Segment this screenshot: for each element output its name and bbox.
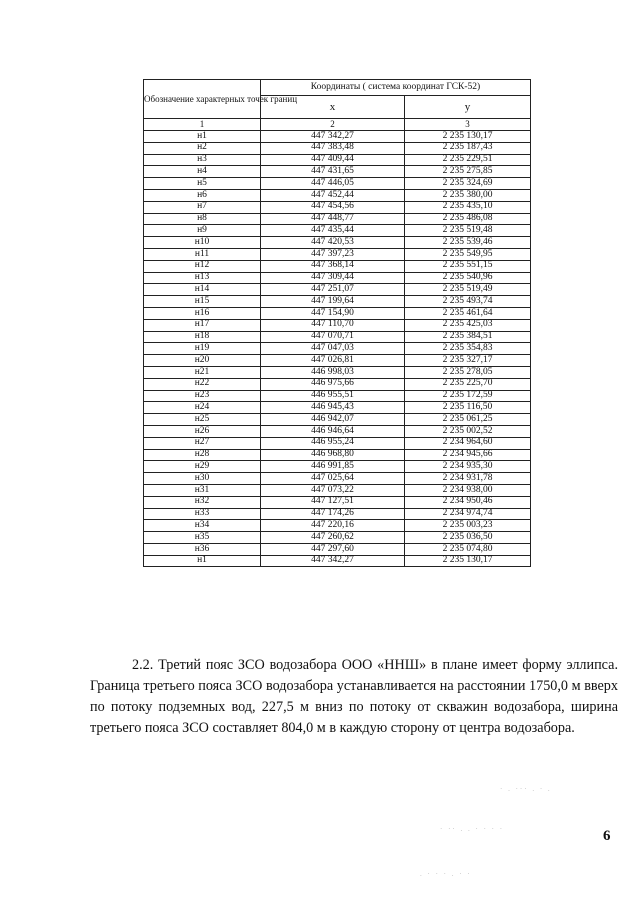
x-coordinate-cell: 446 945,43 xyxy=(261,402,405,414)
table-row xyxy=(144,225,531,237)
table-row xyxy=(144,378,531,390)
table-row xyxy=(144,532,531,544)
header-y: у xyxy=(405,96,531,119)
table-row xyxy=(144,508,531,520)
y-coordinate-cell: 2 235 130,17 xyxy=(405,555,531,567)
table-row xyxy=(144,520,531,532)
point-label-cell: н1 xyxy=(144,555,261,567)
point-label-cell: н34 xyxy=(144,520,261,532)
point-label-cell: н26 xyxy=(144,425,261,437)
y-coordinate-cell: 2 235 172,59 xyxy=(405,390,531,402)
x-coordinate-cell: 446 942,07 xyxy=(261,414,405,426)
x-coordinate-cell: 447 342,27 xyxy=(261,555,405,567)
scan-noise: · . ··· . · . xyxy=(500,785,552,793)
point-label-cell: н7 xyxy=(144,201,261,213)
x-coordinate-cell: 447 452,44 xyxy=(261,189,405,201)
scan-noise: · ·· . . · · · · xyxy=(440,825,505,833)
table-row xyxy=(144,331,531,343)
table-row xyxy=(144,555,531,567)
x-coordinate-cell: 447 220,16 xyxy=(261,520,405,532)
x-coordinate-cell: 447 454,56 xyxy=(261,201,405,213)
x-coordinate-cell: 447 297,60 xyxy=(261,543,405,555)
point-label-cell: н25 xyxy=(144,414,261,426)
y-coordinate-cell: 2 234 974,74 xyxy=(405,508,531,520)
page-number: 6 xyxy=(603,828,611,844)
point-label-cell: н33 xyxy=(144,508,261,520)
point-label-cell: н11 xyxy=(144,248,261,260)
section-paragraph: 2.2. Третий пояс ЗСО водозабора ООО «ННШ» в плане имеет форму эллипса. Граница третьего пояса ЗСО водозабора устанавливается на расстоянии 1750,0 м вверх по потоку подземных вод, 227,5 м вниз по потоку от скважин водозабора, ширина третьего пояса ЗСО составляет 804,0 м в каждую сторону от центра водозабора. xyxy=(90,657,618,736)
table-row xyxy=(144,248,531,260)
x-coordinate-cell: 447 431,65 xyxy=(261,166,405,178)
point-label-cell: н24 xyxy=(144,402,261,414)
column-number: 2 xyxy=(261,119,405,131)
y-coordinate-cell: 2 235 130,17 xyxy=(405,131,531,143)
table-row xyxy=(144,237,531,249)
x-coordinate-cell: 447 199,64 xyxy=(261,296,405,308)
y-coordinate-cell: 2 235 493,74 xyxy=(405,296,531,308)
table-row xyxy=(144,343,531,355)
table-row xyxy=(144,284,531,296)
point-label-cell: н15 xyxy=(144,296,261,308)
scan-noise: . · · · . · · xyxy=(420,870,472,878)
y-coordinate-cell: 2 234 931,78 xyxy=(405,473,531,485)
y-coordinate-cell: 2 234 950,46 xyxy=(405,496,531,508)
y-coordinate-cell: 2 235 549,95 xyxy=(405,248,531,260)
column-number: 3 xyxy=(405,119,531,131)
header-coordinates: Координаты ( система координат ГСК-52) xyxy=(261,80,531,96)
table-row xyxy=(144,461,531,473)
x-coordinate-cell: 447 070,71 xyxy=(261,331,405,343)
x-coordinate-cell: 447 026,81 xyxy=(261,355,405,367)
point-label-cell: н1 xyxy=(144,131,261,143)
x-coordinate-cell: 446 955,24 xyxy=(261,437,405,449)
point-label-cell: н20 xyxy=(144,355,261,367)
table-row xyxy=(144,178,531,190)
x-coordinate-cell: 447 309,44 xyxy=(261,272,405,284)
point-label-cell: н5 xyxy=(144,178,261,190)
header-x: x xyxy=(261,96,405,119)
y-coordinate-cell: 2 235 002,52 xyxy=(405,425,531,437)
y-coordinate-cell: 2 235 461,64 xyxy=(405,307,531,319)
point-label-cell: н30 xyxy=(144,473,261,485)
table-row xyxy=(144,496,531,508)
table-row xyxy=(144,414,531,426)
table-row xyxy=(144,449,531,461)
y-coordinate-cell: 2 235 551,15 xyxy=(405,260,531,272)
x-coordinate-cell: 447 448,77 xyxy=(261,213,405,225)
y-coordinate-cell: 2 235 061,25 xyxy=(405,414,531,426)
y-coordinate-cell: 2 235 036,50 xyxy=(405,532,531,544)
y-coordinate-cell: 2 234 938,00 xyxy=(405,484,531,496)
point-label-cell: н28 xyxy=(144,449,261,461)
table-row xyxy=(144,142,531,154)
point-label-cell: н23 xyxy=(144,390,261,402)
table-row xyxy=(144,543,531,555)
x-coordinate-cell: 446 955,51 xyxy=(261,390,405,402)
table-row xyxy=(144,296,531,308)
table-row xyxy=(144,366,531,378)
point-label-cell: н14 xyxy=(144,284,261,296)
point-label-cell: н10 xyxy=(144,237,261,249)
y-coordinate-cell: 2 235 540,96 xyxy=(405,272,531,284)
x-coordinate-cell: 447 397,23 xyxy=(261,248,405,260)
table-row xyxy=(144,201,531,213)
point-label-cell: н22 xyxy=(144,378,261,390)
point-label-cell: н6 xyxy=(144,189,261,201)
table-row xyxy=(144,260,531,272)
column-number: 1 xyxy=(144,119,261,131)
point-label-cell: н31 xyxy=(144,484,261,496)
table-row xyxy=(144,166,531,178)
y-coordinate-cell: 2 235 539,46 xyxy=(405,237,531,249)
point-label-cell: н17 xyxy=(144,319,261,331)
table-row xyxy=(144,319,531,331)
point-label-cell: н32 xyxy=(144,496,261,508)
table-row xyxy=(144,154,531,166)
x-coordinate-cell: 447 420,53 xyxy=(261,237,405,249)
table-row xyxy=(144,189,531,201)
x-coordinate-cell: 447 251,07 xyxy=(261,284,405,296)
table-row xyxy=(144,437,531,449)
coordinates-table-body xyxy=(144,131,531,567)
y-coordinate-cell: 2 235 116,50 xyxy=(405,402,531,414)
y-coordinate-cell: 2 235 225,70 xyxy=(405,378,531,390)
y-coordinate-cell: 2 235 384,51 xyxy=(405,331,531,343)
x-coordinate-cell: 446 968,80 xyxy=(261,449,405,461)
coordinates-table xyxy=(143,79,531,567)
x-coordinate-cell: 447 368,14 xyxy=(261,260,405,272)
y-coordinate-cell: 2 234 945,66 xyxy=(405,449,531,461)
y-coordinate-cell: 2 235 278,05 xyxy=(405,366,531,378)
x-coordinate-cell: 447 342,27 xyxy=(261,131,405,143)
x-coordinate-cell: 447 154,90 xyxy=(261,307,405,319)
y-coordinate-cell: 2 235 380,00 xyxy=(405,189,531,201)
y-coordinate-cell: 2 235 354,83 xyxy=(405,343,531,355)
x-coordinate-cell: 446 998,03 xyxy=(261,366,405,378)
table-row xyxy=(144,355,531,367)
y-coordinate-cell: 2 235 074,80 xyxy=(405,543,531,555)
y-coordinate-cell: 2 235 003,23 xyxy=(405,520,531,532)
table-row xyxy=(144,307,531,319)
x-coordinate-cell: 447 383,48 xyxy=(261,142,405,154)
point-label-cell: н27 xyxy=(144,437,261,449)
x-coordinate-cell: 447 409,44 xyxy=(261,154,405,166)
point-label-cell: н21 xyxy=(144,366,261,378)
x-coordinate-cell: 447 110,70 xyxy=(261,319,405,331)
point-label-cell: н16 xyxy=(144,307,261,319)
y-coordinate-cell: 2 235 229,51 xyxy=(405,154,531,166)
point-label-cell: н13 xyxy=(144,272,261,284)
table-row xyxy=(144,402,531,414)
y-coordinate-cell: 2 234 964,60 xyxy=(405,437,531,449)
point-label-cell: н29 xyxy=(144,461,261,473)
y-coordinate-cell: 2 235 187,43 xyxy=(405,142,531,154)
point-label-cell: н18 xyxy=(144,331,261,343)
table-row xyxy=(144,473,531,485)
y-coordinate-cell: 2 235 519,48 xyxy=(405,225,531,237)
y-coordinate-cell: 2 235 486,08 xyxy=(405,213,531,225)
x-coordinate-cell: 447 073,22 xyxy=(261,484,405,496)
y-coordinate-cell: 2 235 324,69 xyxy=(405,178,531,190)
point-label-cell: н8 xyxy=(144,213,261,225)
x-coordinate-cell: 447 047,03 xyxy=(261,343,405,355)
point-label-cell: н3 xyxy=(144,154,261,166)
table-row xyxy=(144,131,531,143)
point-label-cell: н4 xyxy=(144,166,261,178)
y-coordinate-cell: 2 235 327,17 xyxy=(405,355,531,367)
point-label-cell: н35 xyxy=(144,532,261,544)
x-coordinate-cell: 447 025,64 xyxy=(261,473,405,485)
x-coordinate-cell: 447 435,44 xyxy=(261,225,405,237)
x-coordinate-cell: 447 174,26 xyxy=(261,508,405,520)
y-coordinate-cell: 2 235 425,03 xyxy=(405,319,531,331)
table-row xyxy=(144,484,531,496)
point-label-cell: н2 xyxy=(144,142,261,154)
y-coordinate-cell: 2 235 519,49 xyxy=(405,284,531,296)
header-designation: Обозначение характерных точек границ xyxy=(144,80,261,119)
point-label-cell: н9 xyxy=(144,225,261,237)
x-coordinate-cell: 446 946,64 xyxy=(261,425,405,437)
y-coordinate-cell: 2 234 935,30 xyxy=(405,461,531,473)
point-label-cell: н19 xyxy=(144,343,261,355)
x-coordinate-cell: 447 446,05 xyxy=(261,178,405,190)
x-coordinate-cell: 446 975,66 xyxy=(261,378,405,390)
point-label-cell: н36 xyxy=(144,543,261,555)
y-coordinate-cell: 2 235 275,85 xyxy=(405,166,531,178)
table-row xyxy=(144,425,531,437)
table-row xyxy=(144,390,531,402)
x-coordinate-cell: 447 127,51 xyxy=(261,496,405,508)
y-coordinate-cell: 2 235 435,10 xyxy=(405,201,531,213)
x-coordinate-cell: 446 991,85 xyxy=(261,461,405,473)
table-row xyxy=(144,272,531,284)
x-coordinate-cell: 447 260,62 xyxy=(261,532,405,544)
table-row xyxy=(144,213,531,225)
point-label-cell: н12 xyxy=(144,260,261,272)
